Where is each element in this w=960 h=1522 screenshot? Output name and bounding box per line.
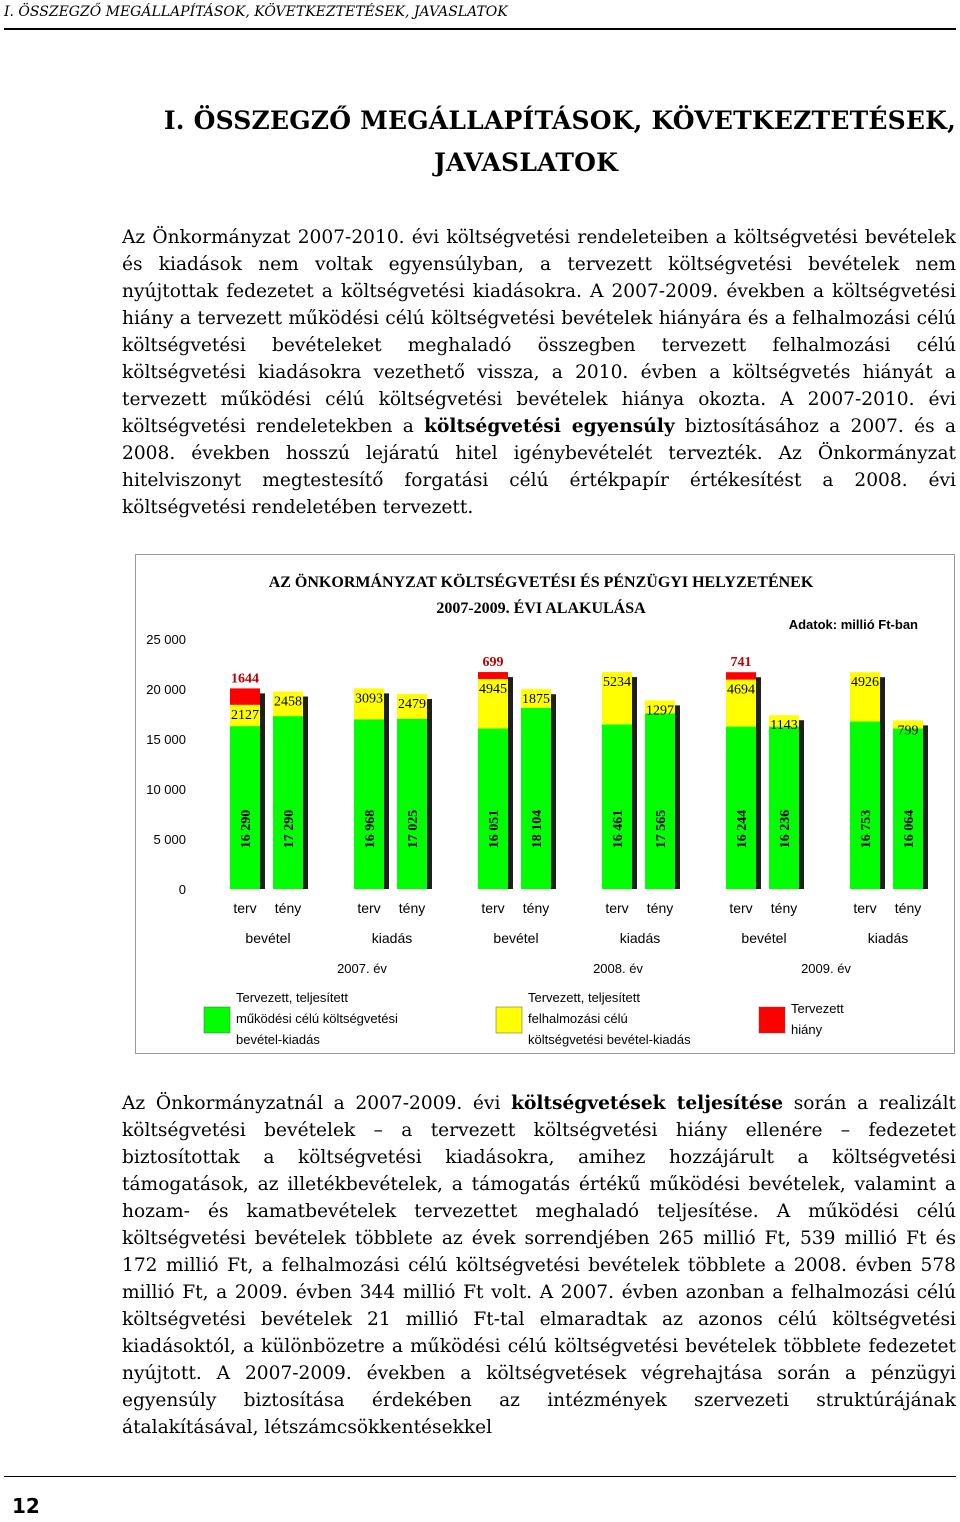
y-tick-label: 10 000 <box>146 782 186 797</box>
x-tick-label: tény <box>894 900 922 916</box>
y-tick-label: 0 <box>178 882 186 897</box>
x-year-label: 2008. év <box>593 961 643 976</box>
bar-operating <box>397 719 427 889</box>
bar-operating <box>354 719 384 889</box>
paragraph-1-emphasis: költségvetési egyensúly <box>424 416 675 437</box>
bar-shadow <box>427 699 432 889</box>
bar-operating-label: 18 104 <box>530 809 545 849</box>
bar-capital-label: 2127 <box>231 707 259 723</box>
x-year-label: 2007. év <box>337 961 387 976</box>
bar-operating <box>645 713 675 889</box>
legend-label-operating: működési célú költségvetési <box>236 1011 398 1026</box>
y-tick-label: 15 000 <box>146 732 186 747</box>
legend-label-operating: bevétel-kiadás <box>236 1032 320 1047</box>
x-tick-label: terv <box>605 900 629 916</box>
bar-operating <box>602 724 632 889</box>
bar-capital-label: 5234 <box>603 675 631 691</box>
paragraph-1-text-a: Az Önkormányzat 2007-2010. évi költségvetési rendeleteiben a költségvetési bevételek és kiadások nem voltak egyensúlyban, a tervezett költségvetési bevételek nem nyújtottak fedezetet a költségvetési kiadásokra. A 2007-2009. években a költségvetési hiány a tervezett működési célú költségvetési bevételek hiányára és a felhalmozási célú költségvetési bevételeket meghaladó összegben tervezett felhalmozási célú költségvetési kiadásokra vezethető vissza, a 2010. évben a költségvetés hiányát a tervezett működési célú költségvetési bevételek hiánya okozta. A 2007-2010. évi költségvetési rendeletekben a <box>122 227 956 437</box>
budget-chart-svg <box>136 555 956 1055</box>
legend-label-capital: Tervezett, teljesített <box>528 990 640 1005</box>
footer-rule <box>4 1476 956 1477</box>
x-tick-label: terv <box>481 900 505 916</box>
paragraph-1-text-b: biztosításához a 2007. és a 2008. években hosszú lejáratú hitel igénybevételét tervezték. Az Önkormányzat hitelviszonyt megtestesítő forgatási célú értékpapír értékesítést a 2008. évi költségvetési rendeletében tervezett. <box>122 416 957 518</box>
legend-swatch-operating <box>204 1007 230 1033</box>
bar-shadow <box>799 720 804 889</box>
bar-capital-label: 799 <box>897 723 919 739</box>
chart-title-line1: AZ ÖNKORMÁNYZAT KÖLTSÉGVETÉSI ÉS PÉNZÜGYI HELYZETÉNEK <box>268 574 814 591</box>
bar-shadow <box>303 697 308 889</box>
bar-shadow <box>923 725 928 889</box>
bar-shadow <box>260 693 265 889</box>
bar-operating <box>726 727 756 889</box>
paragraph-2-text-a: Az Önkormányzatnál a 2007-2009. évi <box>122 1093 512 1114</box>
bar-capital-label: 4945 <box>479 682 507 698</box>
section-title-line1: I. ÖSSZEGZŐ MEGÁLLAPÍTÁSOK, KÖVETKEZTETÉSEK, <box>163 106 956 135</box>
bar-capital-label: 1143 <box>770 718 798 734</box>
legend-label-operating: Tervezett, teljesített <box>236 990 348 1005</box>
bar-capital-label: 4694 <box>727 682 755 698</box>
bar-operating-label: 16 290 <box>239 809 254 849</box>
legend-swatch-capital <box>496 1007 522 1033</box>
bar-shadow <box>508 677 513 889</box>
bar-operating-label: 16 244 <box>735 809 750 849</box>
section-title-line2: JAVASLATOK <box>434 148 619 177</box>
x-group-label: bevétel <box>245 930 291 946</box>
bar-operating-label: 17 025 <box>406 809 421 849</box>
x-tick-label: tény <box>522 900 550 916</box>
bar-operating <box>521 708 551 889</box>
bar-capital-label: 1875 <box>522 692 550 708</box>
x-group-label: kiadás <box>371 930 413 946</box>
x-year-label: 2009. év <box>801 961 851 976</box>
x-tick-label: tény <box>398 900 426 916</box>
bar-capital-label: 2479 <box>398 696 426 712</box>
y-tick-label: 5 000 <box>153 832 186 847</box>
bar-deficit <box>726 672 756 679</box>
bar-operating-label: 17 565 <box>654 809 669 849</box>
bar-operating <box>769 727 799 889</box>
chart-unit-note: Adatok: millió Ft-ban <box>788 617 918 632</box>
bar-capital-label: 4926 <box>851 675 879 691</box>
bar-shadow <box>756 677 761 889</box>
y-tick-label: 25 000 <box>146 632 186 647</box>
bar-capital-label: 3093 <box>355 691 383 707</box>
bar-operating-label: 16 064 <box>902 809 917 849</box>
bar-shadow <box>675 705 680 889</box>
bar-operating-label: 16 461 <box>611 809 626 849</box>
x-tick-label: tény <box>274 900 302 916</box>
x-group-label: bevétel <box>741 930 787 946</box>
x-tick-label: terv <box>233 900 257 916</box>
bar-deficit <box>478 672 508 679</box>
bar-deficit-label: 699 <box>482 655 504 671</box>
legend-label-deficit: hiány <box>791 1022 823 1037</box>
y-tick-label: 20 000 <box>146 682 186 697</box>
bar-deficit <box>230 688 260 704</box>
paragraph-2 <box>122 1090 956 1441</box>
x-tick-label: tény <box>770 900 798 916</box>
paragraph-2-text-b: során a realizált költségvetési bevételek – a tervezett költségvetési hiány ellenére – fedezetet biztosítottak a költségvetési kiadásokra, amihez hozzájárult a költségvetési támogatások, az illetékbevételek, a támogatás értékű működési bevételek, valamint a hozam- és kamatbevételek tervezettet meghaladó teljesítése. A működési célú költségvetési bevételek többlete az évek sorrendjében 265 millió Ft, 539 millió Ft és 172 millió Ft, a felhalmozási célú költségvetési bevételek többlete a 2008. évben 578 millió Ft, a 2009. évben 344 millió Ft volt. A 2007. évben azonban a felhalmozási célú költségvetési bevételek 21 millió Ft-tal elmaradtak az azonos célú költségvetési kiadásoktól, a különbözetre a működési célú költségvetési bevételek többlete fedezetet nyújtott. A 2007-2009. években a költségvetések végrehajtása során a pénzügyi egyensúly biztosítása érdekében az intézmények szervezeti struktúrájának átalakításával, létszámcsökkentésekkel <box>122 1093 957 1438</box>
bar-operating <box>230 726 260 889</box>
x-group-label: kiadás <box>619 930 661 946</box>
legend-swatch-deficit <box>759 1007 785 1033</box>
x-group-label: kiadás <box>867 930 909 946</box>
legend-label-capital: felhalmozási célú <box>528 1011 628 1026</box>
bar-shadow <box>551 694 556 889</box>
bar-shadow <box>880 677 885 889</box>
bar-operating-label: 16 236 <box>778 809 793 849</box>
paragraph-2-emphasis: költségvetések teljesítése <box>511 1093 784 1114</box>
section-title <box>122 100 956 184</box>
page-number: 12 <box>12 1494 40 1518</box>
header-rule <box>4 28 956 30</box>
bar-deficit-label: 1644 <box>231 671 259 687</box>
bar-deficit-label: 741 <box>730 655 752 671</box>
legend-label-deficit: Tervezett <box>791 1001 844 1016</box>
bar-operating-label: 16 051 <box>487 809 502 849</box>
x-tick-label: terv <box>357 900 381 916</box>
bar-operating <box>273 716 303 889</box>
x-tick-label: terv <box>853 900 877 916</box>
bar-operating-label: 17 290 <box>282 809 297 849</box>
budget-chart <box>135 554 955 1054</box>
bar-operating-label: 16 968 <box>363 809 378 849</box>
paragraph-1 <box>122 224 956 521</box>
x-tick-label: tény <box>646 900 674 916</box>
bar-operating <box>850 721 880 889</box>
running-header: I. ÖSSZEGZŐ MEGÁLLAPÍTÁSOK, KÖVETKEZTETÉSEK, JAVASLATOK <box>4 4 508 20</box>
bar-capital-label: 2458 <box>274 694 302 710</box>
bar-operating <box>478 728 508 889</box>
bar-operating <box>893 728 923 889</box>
bar-shadow <box>384 693 389 889</box>
bar-shadow <box>632 677 637 889</box>
x-tick-label: terv <box>729 900 753 916</box>
x-group-label: bevétel <box>493 930 539 946</box>
bar-operating-label: 16 753 <box>859 809 874 849</box>
legend-label-capital: költségvetési bevétel-kiadás <box>528 1032 691 1047</box>
chart-title-line2: 2007-2009. ÉVI ALAKULÁSA <box>436 600 646 617</box>
bar-capital-label: 1297 <box>646 703 674 719</box>
